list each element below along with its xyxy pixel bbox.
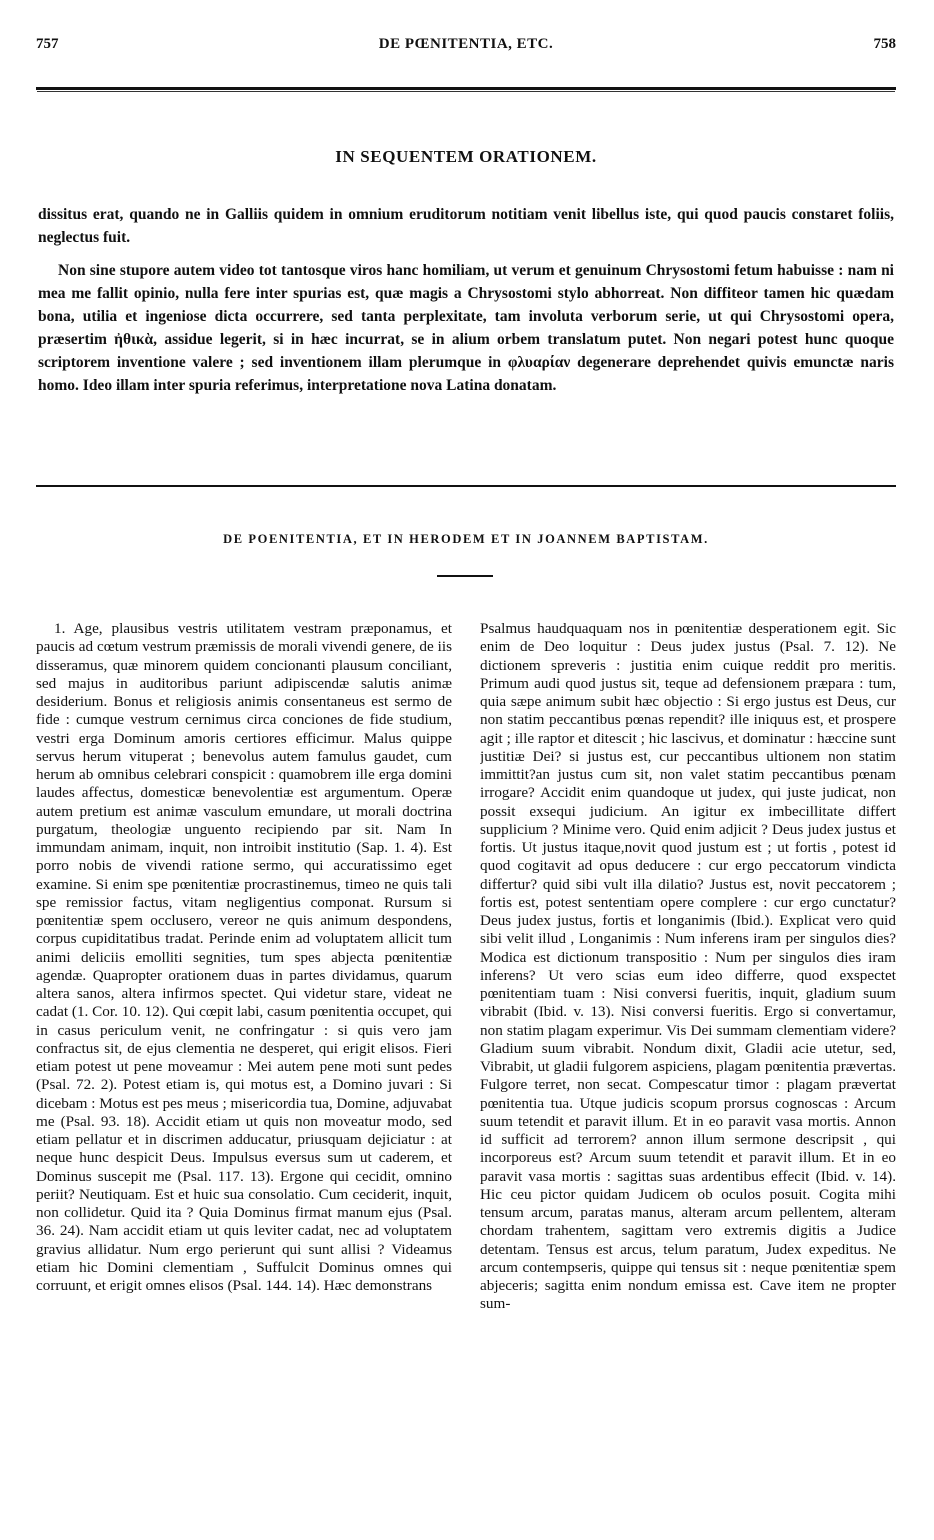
header-rule [36, 87, 896, 90]
body-paragraph: 1. Age, plausibus vestris utilitatem vestram præponamus, et paucis ad cœtum vestrum præmissis de morali vivendi genere, de iis disseramus, quæ minorem quidem concionanti plausum conciliant, sed majus in auditoribus pariunt adipiscendæ salutis animæ desiderium. Bonus et religiosis animis consentaneus est sermo de fide : cumque vestrum cernimus circa conciones de fide studium, vestri erga Dominum amoris certiores efficimur. Malus quippe servus herum vituperat ; benevolus autem famulus gaudet, cum herum ab omnibus celebrari conspicit : quamobrem ille erga domini laudes affectus, domesticæ benevolentiæ est argumentum. Operæ autem pretium est animæ vasculum emundare, ut morali doctrina purgatum, theologiæ unguento recipiendo par sit. Nam In immundam animam, inquit, non introibit institutio (Sap. 1. 4). Est porro nobis de vivendi ratione sermo, qui accuratissimo eget examine. Si enim spe pœnitentiæ procrastinemus, timeo ne quis tali spe remissior factus, vitam negligentius componat. Rursum si pœnitentiæ spem occlusero, vereor ne quis animum despondens, corpus cupiditatibus tradat. Perinde enim ad voluptatem allicit tum animi deliciis emolliti segnities, tum spes abjecta pœnitentiæ agendæ. Quapropter orationem duas in partes dividamus, quarum altera sanos, altera infirmos spectet. Qui videtur stare, videat ne cadat (1. Cor. 10. 12). Qui cœpit labi, casum pœnitentia occupet, qui in casus periculum venit, ne confringatur : si quis vero jam confractus sit, de ejus clementia ne desperet, qui erigit elisos. Fieri etiam potest ut pene moveamur : Mei autem pene moti sunt pedes (Psal. 72. 2). Potest etiam is, qui motus est, a Domino juvari : Si dicebam : Motus est pes meus ; misericordia tua, Domine, adjuvabat me (Psal. 93. 18). Accidit etiam ut quis non moveatur modo, sed etiam pellatur et in discrimen adducatur, priusquam dejiciatur : at neque hunc despicit Deus. Impulsus eversus sum ut caderem, et Dominus suscepit me (Psal. 117. 13). Ergone qui cecidit, omnino periit? Neutiquam. Est et huic sua consolatio. Cum ceciderit, inquit, non collidetur. Quid ita ? Quia Dominus firmat manum ejus (Psal. 36. 24). Nam accidit etiam ut quis leviter cadat, nec ad voluptatem gravius allidatur. Num ergo perierunt qui sunt allisi ? Videamus etiam hic Domini clementiam , Suffulcit Dominus omnes qui corruunt, et erigit omnes elisos (Psal. 144. 14). Hæc demonstrans [36, 620, 452, 1294]
page-number-left: 757 [36, 36, 59, 52]
text-column-right [480, 620, 896, 1500]
oration-title: DE POENITENTIA, ET IN HERODEM ET IN JOANNEM BAPTISTAM. [223, 532, 709, 546]
title-underline [437, 575, 493, 577]
text-column-left [36, 620, 452, 1500]
body-paragraph: Psalmus haudquaquam nos in pœnitentiæ desperationem egit. Sic enim de Deo loquitur : Deus judex justus (Psal. 7. 12). Ne dictionem spreveris : justitia enim cuique reddit pro meritis. Primum audi quod justus sit, teque ad defensionem præpara : tum, quia sæpe animum subit hæc objectio : Si ergo justus est Deus, cur non statim peccantibus pœnas rependit? ille iniquus est, et prospere agit ; ille raptor et ditescit ; hic lascivus, et dominatur : hæccine sunt justitiæ Dei? si justus est, cur peccantibus ultionem non statim immittit?an justus cum sit, non valet statim peccantibus pœnam irrogare? Accidit enim quandoque ut judex, qui juste judicat, non possit exsequi judicium. An igitur ex imbecillitate differt supplicium ? Minime vero. Quid enim adjicit ? Deus judex justus et fortis. Ut justus itaque,novit quod justum est ; ut fortis , potest id quod cogitavit ad opus deducere : cur ergo peccatorum vindicta differtur? quid sibi vult illa dilatio? Justus est, novit peccatorem ; fortis est, potest sententiam opere complere : cur ergo cunctatur? Deus judex justus, fortis et longanimis (Ibid.). Explicat vero quid sibi velit illud , Longanimis : Num inferens iram per singulos dies? Modica est dictionum transpositio : Num per singulos dies iram inferens? Ut vero scias eum ideo differre, quod exspectet pœnitentiam tuam : Nisi conversi fueritis, inquit, gladium suum vibrabit (Ibid. v. 13). Nisi conversi fueritis. Ergo si convertamur, non statim plagam experimur. Vis Dei summam clementiam videre? Gladium suum vibrabit. Nondum dixit, Gladii acie utetur, sed, Vibrabit, ut gladii fulgorem aspiciens, plagam pœnitentia prævertas. Fulgore terret, non secat. Compescatur timor : plagam prævertat pœnitentia tua. Utque judicis scopum prorsus cognoscas : Arcum suum tetendit et paravit illum. Et in eo paravit vasa mortis. Annon id sufficit ad terrorem? annon illum sermone descripsit , qui incorporeus est? Arcum suum tetendit et paravit illum. Et in eo paravit vasa mortis : sagittas suas ardentibus effecit (Ibid. v. 14). Hic ceu pictor quidam Judicem ob oculos posuit. Cogita mihi tensum arcum, paratas manus, alteram arcum pellentem, alteram chordam trahentem, sagittam vero extremis digitis a Judice detentam. Tensus est arcus, telum paratum, Judex expeditus. Ne arcum contempseris, quippe qui tensus sit : neque pœnitentiæ spem abjeceris; sagitta enim nondum emissa est. Cave item ne propter sum- [480, 620, 896, 1313]
section-heading: IN SEQUENTEM ORATIONEM. [335, 147, 597, 166]
preface-paragraph: dissitus erat, quando ne in Galliis quidem in omnium eruditorum notitiam venit libellus iste, qui quod paucis constaret foliis, neglectus fuit. [38, 206, 894, 246]
running-head [36, 36, 896, 58]
preface-paragraph: Non sine stupore autem video tot tantosque viros hanc homiliam, ut verum et genuinum Chrysostomi fetum habuisse : nam ni mea me fallit opinio, nulla fere inter spurias est, quæ magis a Chrysostomi stylo abhorreat. Non diffiteor tamen hic quædam bona, utilia et ingeniose dicta occurrere, sed tanta perplexitate, tam involuta verborum serie, ut qui Chrysostomi opera, præsertim ἠθικὰ, assidue legerit, si in hæc incurrat, se in alium orbem translatum putet. Non negari potest hunc quoque scriptorem inventione valere ; sed inventionem illam plerumque in φλυαρίαν degenerare deprehendet quivis emunctæ naris homo. Ideo illam inter spuria referimus, interpretatione nova Latina donatam. [38, 262, 894, 394]
page-number-right: 758 [873, 36, 896, 52]
preface-text [38, 203, 894, 407]
running-title: DE PŒNITENTIA, ETC. [378, 36, 554, 52]
section-divider [36, 485, 896, 487]
